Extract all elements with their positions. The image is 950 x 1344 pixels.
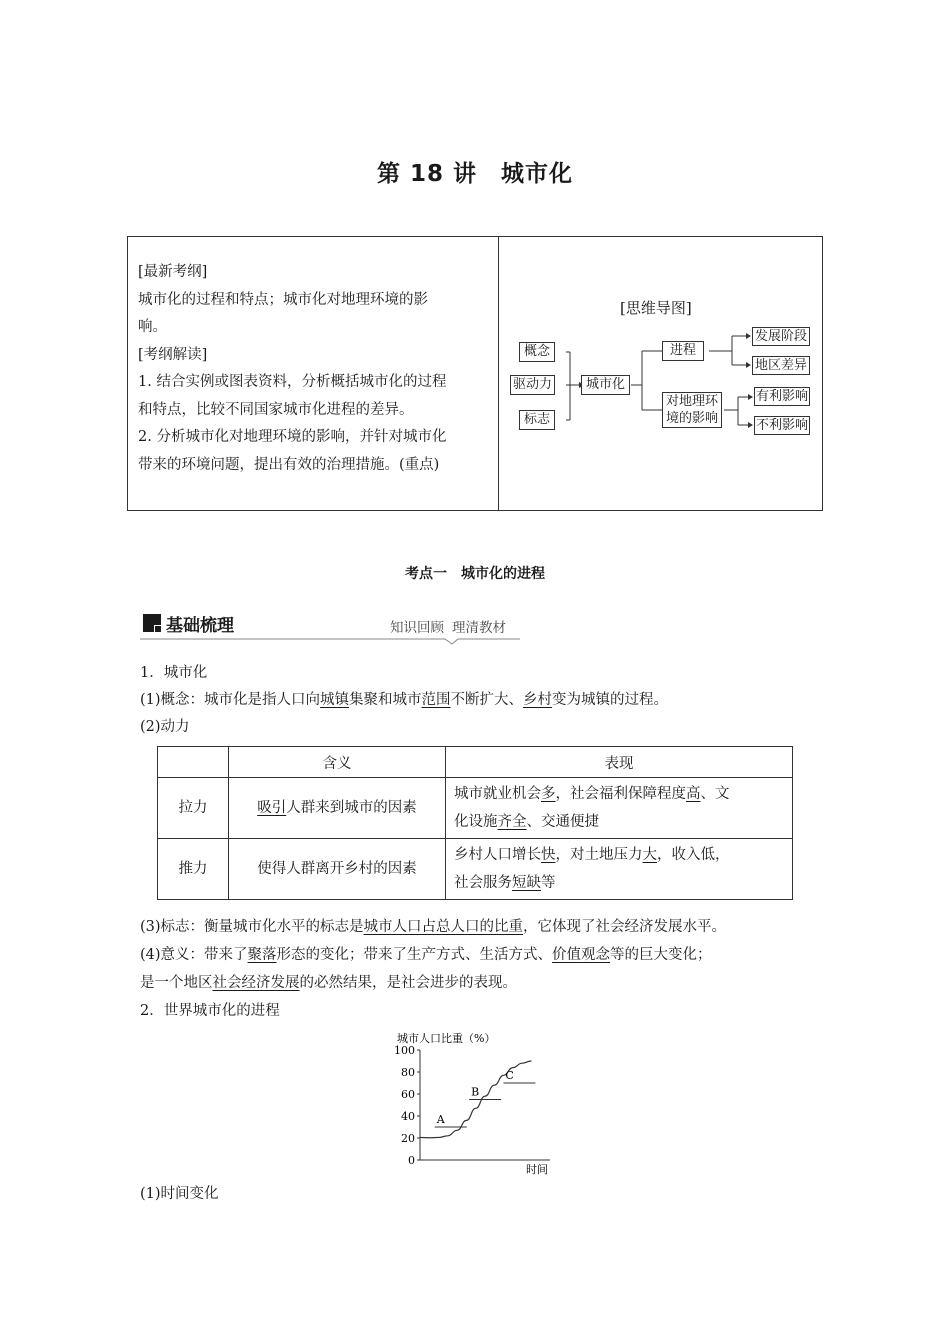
row-push: 推力 <box>158 839 229 900</box>
push-meaning: 使得人群离开乡村的因素 <box>229 839 446 900</box>
pull-perf-blank-3: 齐全 <box>497 814 527 830</box>
para-driver: (2)动力 <box>140 719 190 735</box>
syllabus-text <box>138 259 490 479</box>
mindmap-node-center: 城市化 <box>581 375 630 395</box>
page-title <box>0 155 950 188</box>
para-concept <box>140 690 668 710</box>
mindmap-node-impact-line-2: 境的影响 <box>665 411 718 426</box>
section-title <box>0 563 950 583</box>
push-perf-blank-1: 快 <box>541 847 556 863</box>
p1-d: 变为城镇的过程。 <box>552 692 669 708</box>
push-performance <box>446 839 793 900</box>
latest-syllabus-label: [最新考纲] <box>138 264 208 280</box>
section-label: 考点一 <box>405 566 447 582</box>
para-time-change: (1)时间变化 <box>140 1186 219 1202</box>
para-sign <box>140 917 726 937</box>
section-name: 城市化的进程 <box>461 566 545 582</box>
lecture-topic: 城市化 <box>501 161 574 187</box>
stage-marker-label: A <box>436 1113 445 1126</box>
banner-square-icon <box>143 614 161 632</box>
p1-blank-2: 范围 <box>421 692 451 708</box>
chart-x-label: 时间 <box>526 1163 548 1176</box>
mindmap-node-stage: 发展阶段 <box>752 327 810 346</box>
chart-y-ticks <box>394 1044 420 1167</box>
p1-b: 集聚和城市 <box>349 692 422 708</box>
p4-blank-2: 价值观念 <box>552 947 611 963</box>
stage-marker-label: C <box>505 1069 514 1082</box>
banner-sub-2: 理清教材 <box>452 620 506 636</box>
p1-blank-3: 乡村 <box>523 692 553 708</box>
y-tick-label: 0 <box>408 1154 415 1167</box>
banner-subtitle <box>390 616 506 636</box>
latest-syllabus-line-2: 响。 <box>138 319 167 335</box>
push-perf-a: 乡村人口增长 <box>454 847 541 863</box>
heading-urbanization: 1．城市化 <box>140 665 208 681</box>
mindmap-title: [思维导图] <box>620 299 692 317</box>
pull-perf-b: ，社会福利保障程度 <box>555 786 686 802</box>
chart-stage-markers <box>435 1069 536 1127</box>
lecture-number: 第 18 讲 <box>376 161 478 187</box>
table-row <box>158 778 793 839</box>
pull-perf-blank-2: 高 <box>686 786 701 802</box>
push-perf-blank-3: 短缺 <box>512 875 541 891</box>
latest-syllabus-line-1: 城市化的过程和特点；城市化对地理环境的影 <box>138 291 428 308</box>
reading-line-1a: 1. 结合实例或图表资料，分析概括城市化的过程 <box>138 374 447 390</box>
stage-marker-label: B <box>471 1085 480 1099</box>
banner-title: 基础梳理 <box>166 616 234 636</box>
mindmap-node-negative: 不利影响 <box>755 418 808 433</box>
push-perf-b: ，对土地压力 <box>555 847 643 863</box>
y-tick-label: 80 <box>401 1066 415 1079</box>
p5-blank: 社会经济发展 <box>212 975 300 991</box>
syllabus-divider <box>498 237 499 510</box>
chart-title: 城市人口比重（%） <box>397 1032 496 1045</box>
pull-performance <box>446 778 793 839</box>
y-tick-label: 100 <box>394 1044 415 1057</box>
p3-a: (3)标志：衡量城市化水平的标志是 <box>140 919 364 935</box>
p4-c: 等的巨大变化； <box>610 947 712 963</box>
p1-blank-1: 城镇 <box>320 692 350 708</box>
banner-sub-1: 知识回顾 <box>390 620 444 636</box>
mindmap-node-sign: 标志 <box>519 410 555 430</box>
mindmap-node-impact <box>662 392 722 428</box>
banner-underline <box>140 634 522 646</box>
row-pull: 拉力 <box>158 778 229 839</box>
table-row <box>158 839 793 900</box>
pull-perf-d: 化设施 <box>454 814 498 830</box>
y-tick-label: 40 <box>401 1110 415 1123</box>
mindmap-node-driver: 驱动力 <box>510 375 555 395</box>
pull-perf-blank-1: 多 <box>541 786 556 802</box>
col-meaning: 含义 <box>229 747 446 778</box>
push-perf-d: 社会服务 <box>454 875 512 891</box>
p3-b: ，它体现了社会经济发展水平。 <box>523 919 727 935</box>
p3-blank: 城市人口占总人口的比重 <box>363 919 524 935</box>
mindmap-node-impact-line-1: 对地理环 <box>665 394 718 409</box>
heading-world-process: 2．世界城市化的进程 <box>140 1003 280 1019</box>
p1-c: 不断扩大、 <box>450 692 524 708</box>
reading-line-2a: 2. 分析城市化对地理环境的影响，并针对城市化 <box>138 429 447 445</box>
urbanization-chart <box>390 1028 570 1178</box>
pull-meaning-text: 人群来到城市的因素 <box>286 800 417 816</box>
p5-a: 是一个地区 <box>140 975 213 991</box>
mindmap-node-positive: 有利影响 <box>755 389 808 404</box>
p4-b: 形态的变化；带来了生产方式、生活方式、 <box>276 947 553 963</box>
driver-table <box>157 746 793 900</box>
pull-meaning-blank: 吸引 <box>257 800 287 816</box>
reading-line-1b: 和特点，比较不同国家城市化进程的差异。 <box>138 401 414 418</box>
push-perf-blank-2: 大 <box>642 847 657 863</box>
pull-meaning <box>229 778 446 839</box>
table-header-row <box>158 747 793 778</box>
push-perf-c: ，收入低， <box>657 847 730 863</box>
table-corner <box>158 747 229 778</box>
p1-a: (1)概念：城市化是指人口向 <box>140 692 321 708</box>
mindmap-node-concept: 概念 <box>519 342 555 362</box>
p5-b: 的必然结果，是社会进步的表现。 <box>299 975 517 991</box>
y-tick-label: 60 <box>401 1088 415 1101</box>
col-performance: 表现 <box>446 747 793 778</box>
reading-line-2b: 带来的环境问题，提出有效的治理措施。(重点) <box>138 456 440 473</box>
pull-perf-e: 、交通便捷 <box>526 814 599 830</box>
p4-blank-1: 聚落 <box>247 947 277 963</box>
y-tick-label: 20 <box>401 1132 415 1145</box>
push-perf-e: 等 <box>541 875 556 891</box>
pull-perf-c: 、文 <box>700 786 730 802</box>
mindmap-node-region: 地区差异 <box>752 356 810 375</box>
p4-a: (4)意义：带来了 <box>140 947 248 963</box>
para-significance <box>140 945 712 965</box>
pull-perf-a: 城市就业机会 <box>454 786 541 802</box>
reading-label: [考纲解读] <box>138 346 208 363</box>
mindmap-node-process: 进程 <box>662 341 704 361</box>
para-significance-cont <box>140 973 517 993</box>
